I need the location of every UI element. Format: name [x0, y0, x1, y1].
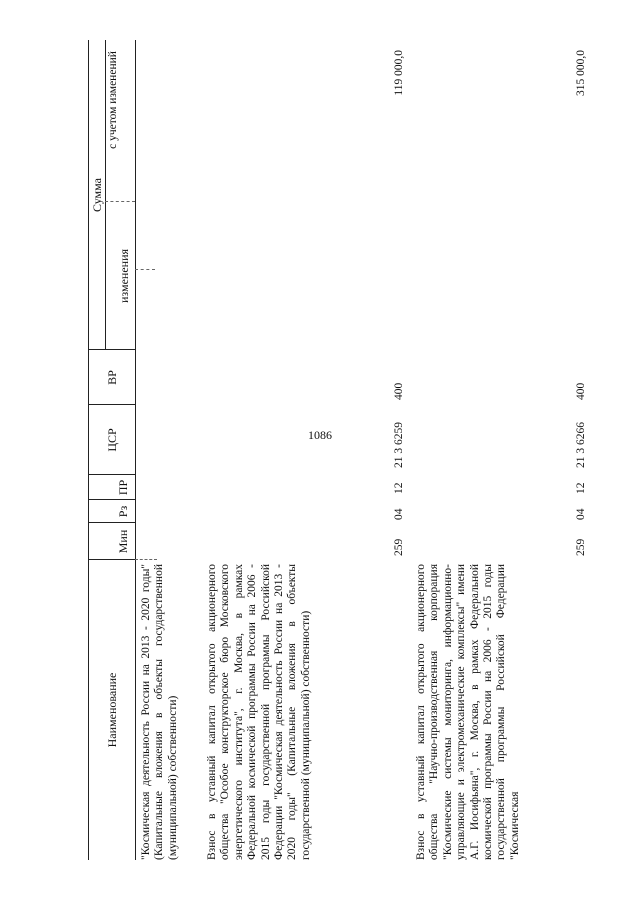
- header-pr: ПР: [116, 479, 130, 496]
- row-2-csr: 21 3 6259: [393, 422, 405, 468]
- header-bottom-border: [135, 40, 136, 860]
- col-sep-change-dashed: [135, 269, 155, 270]
- row-2-name: Взнос в уставный капитал открытого акционерного общества "Особое конструкторское бюро Московского энергетического института", г. Москва, в рамках Федеральной космической программы России на 2006 - 2015 годы государственной программы Российской Федерации "Космическая деятельность России на 2013 - 2020 годы" (Капитальные вложения в объекты государственной (муниципальной) собственности): [206, 564, 312, 860]
- sum-subheader-line: [105, 40, 106, 350]
- row-2-pr: 12: [393, 482, 405, 494]
- row-1-name: "Космическая деятельность России на 2013 - 2020 годы" (Капитальные вложения в объекты государственной (муниципальной) собственности): [140, 564, 179, 860]
- budget-table: [85, 40, 605, 860]
- header-vr: ВР: [105, 370, 119, 385]
- header-change: изменения: [117, 248, 131, 304]
- header-sum: Сумма: [90, 178, 104, 212]
- header-rz: Рз: [116, 505, 130, 518]
- header-with-change: с учетом изменений: [107, 51, 119, 149]
- header-min: Мин: [116, 529, 130, 554]
- row-3-name: Взнос в уставный капитал открытого акционерного общества "Научно-производственная корпорация "Космические системы мониторинга, информационно-управляющие и электромеханические комплексы" имени А.Г. Иосифьяна", г. Москва, в рамках Федеральной космической программы России на 2006 - 2015 годы государственной программы Российской Федерации "Космическая: [415, 564, 521, 860]
- row-2-total: 119 000,0: [393, 50, 405, 96]
- header-top-border: [88, 40, 89, 860]
- row-3-vr: 400: [575, 382, 587, 400]
- row-2-min: 259: [393, 538, 405, 556]
- row-2-vr: 400: [393, 382, 405, 400]
- row-3-total: 315 000,0: [575, 50, 587, 96]
- row-2-rz: 04: [393, 508, 405, 520]
- col-sep-name-dashed: [135, 559, 157, 560]
- row-3-min: 259: [575, 538, 587, 556]
- row-3-csr: 21 3 6266: [575, 422, 587, 468]
- page-number: 1086: [308, 428, 332, 442]
- row-3-rz: 04: [575, 508, 587, 520]
- header-name: Наименование: [105, 672, 119, 748]
- header-csr: ЦСР: [105, 428, 119, 452]
- row-3-pr: 12: [575, 482, 587, 494]
